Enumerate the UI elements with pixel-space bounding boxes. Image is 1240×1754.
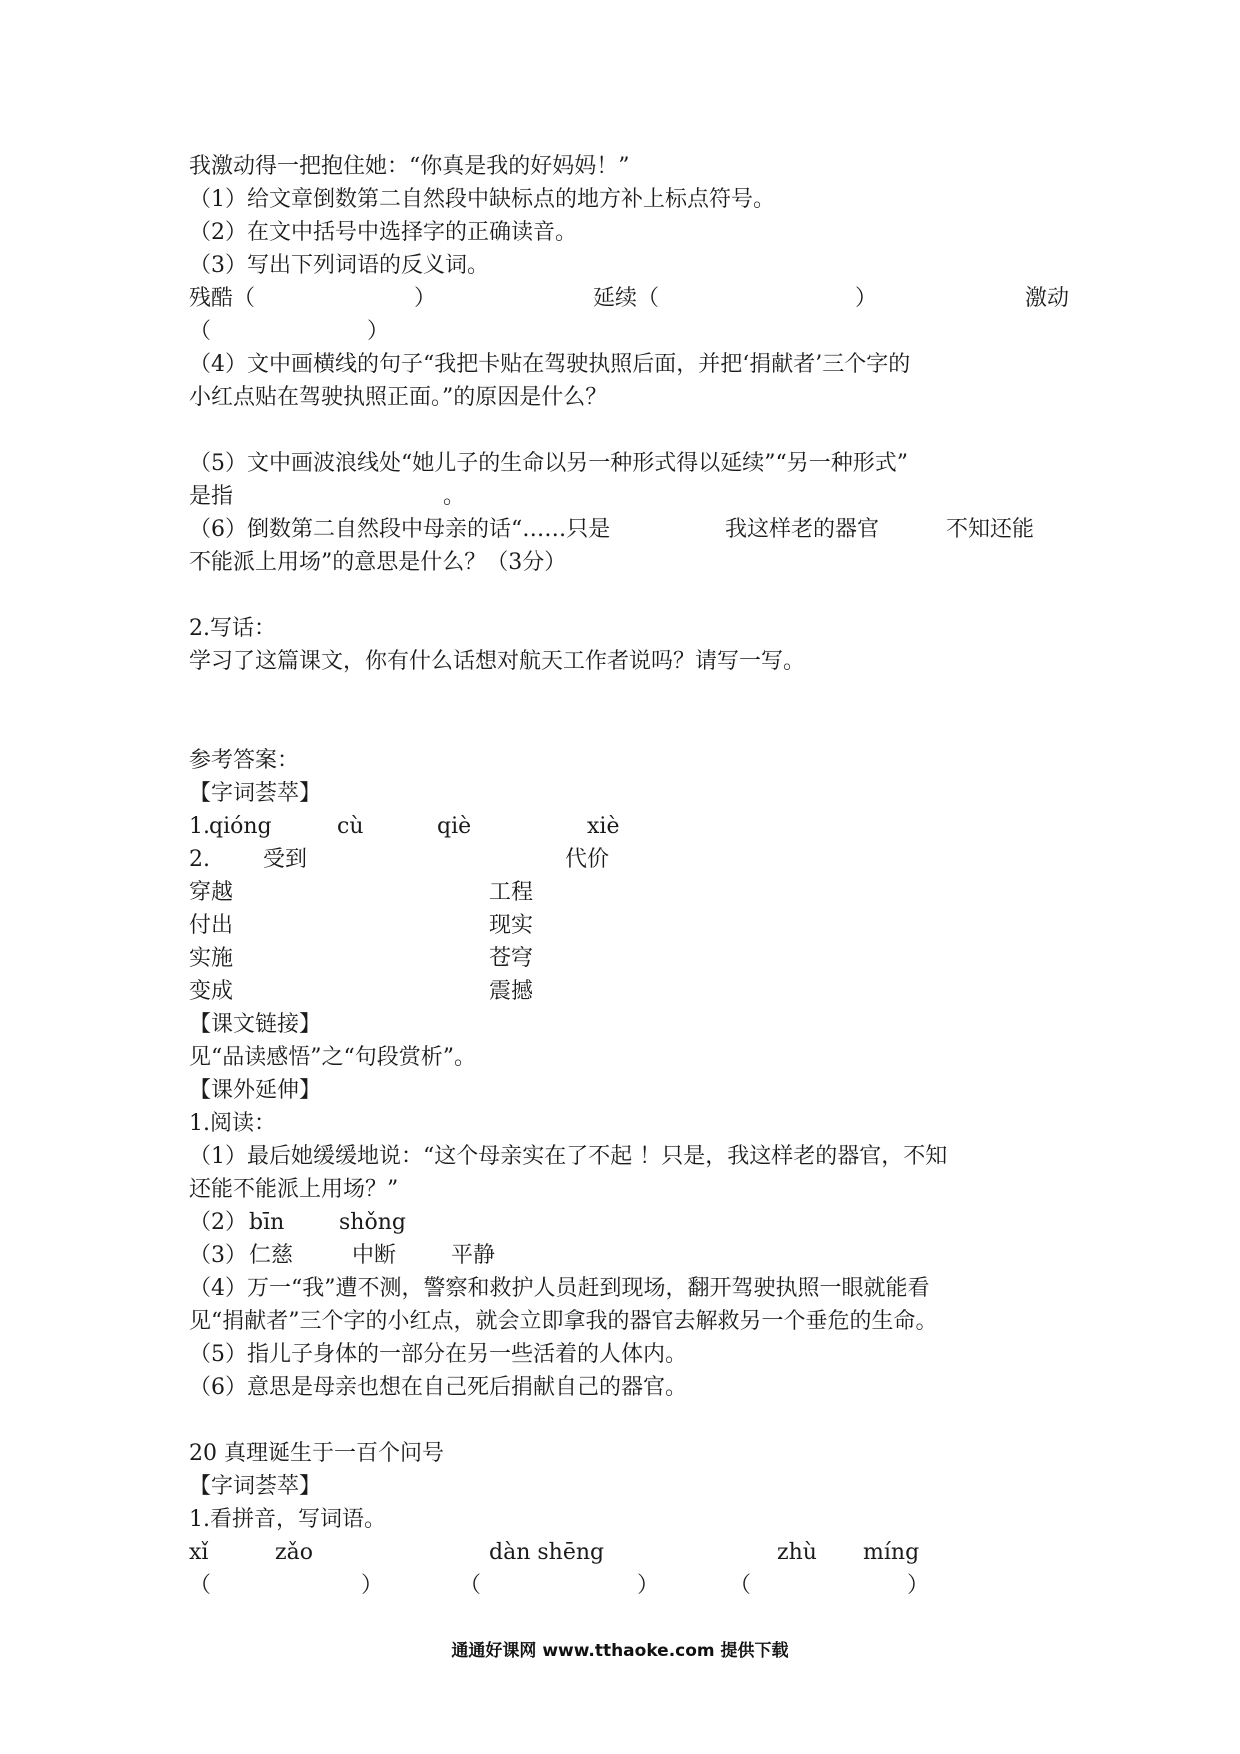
answers-title: 参考答案：	[189, 748, 300, 773]
reading-answer-6: （6）意思是母亲也想在自己死后捐献自己的器官。	[189, 1375, 687, 1400]
section-heading: 【课文链接】	[189, 1012, 322, 1037]
answer-1-pinyin: 1. qióng cù qiè xiè	[189, 814, 620, 839]
pinyin-row: xǐ zǎo dàn shēng zhù míng	[189, 1540, 920, 1565]
answer-2-row: 实施 苍穹	[189, 946, 534, 971]
antonym-row	[189, 282, 1069, 315]
answer-2-row: 付出 现实	[189, 913, 534, 938]
question-6-line-2: 不能派上用场”的意思是什么？（3分）	[189, 550, 567, 575]
reading-answer-1-line-2: 还能不能派上用场？”	[189, 1177, 399, 1202]
reading-answer-5: （5）指儿子身体的一部分在另一些活着的人体内。	[189, 1342, 687, 1367]
reading-answer-4-line-2: 见“捐献者”三个字的小红点，就会立即拿我的器官去解救另一个垂危的生命。	[189, 1309, 938, 1334]
section-heading: 【字词荟萃】	[189, 1474, 322, 1499]
link-answer: 见“品读感悟”之“句段赏析”。	[189, 1045, 476, 1070]
section-heading: 【课外延伸】	[189, 1078, 322, 1103]
question-5-line-2: 是指 。	[189, 484, 466, 509]
reading-answer-3: （3） 仁慈 中断 平静	[189, 1243, 496, 1268]
question-6-line-1: （6）倒数第二自然段中母亲的话“……只是 我这样老的器官 不知还能	[189, 517, 1035, 542]
question-1: （1）给文章倒数第二自然段中缺标点的地方补上标点符号。	[189, 187, 775, 212]
bracket-row: （ ） （ ） （ ）	[189, 1573, 930, 1598]
reading-answer-2: （2） bīn shǒng	[189, 1210, 406, 1235]
question-3: （3）写出下列词语的反义词。	[189, 253, 489, 278]
antonym-word-1: 残酷（	[189, 286, 256, 311]
writing-title: 2.写话：	[189, 616, 276, 641]
document-page	[189, 150, 1069, 1602]
footer-watermark: 通通好课网 www.tthaoke.com 提供下载	[451, 1641, 789, 1661]
antonym-word-2: 延续（	[593, 286, 660, 311]
lesson-task: 1.看拼音，写词语。	[189, 1507, 386, 1532]
answer-2-row: 2. 受到 代价	[189, 847, 610, 872]
question-4-line-1: （4）文中画横线的句子“我把卡贴在驾驶执照后面，并把‘捐献者’三个字的	[189, 352, 911, 377]
reading-answer-1-line-1: （1）最后她缓缓地说：“这个母亲实在了不起 ！只是，我这样老的器官，不知	[189, 1144, 948, 1169]
reading-answer-4-line-1: （4）万一“我”遭不测，警察和救护人员赶到现场，翻开驾驶执照一眼就能看	[189, 1276, 930, 1301]
bracket-open: （	[189, 319, 212, 344]
bracket-close: ）	[414, 286, 437, 311]
answer-2-row: 变成 震撼	[189, 979, 534, 1004]
antonym-word-3: 激动	[1025, 286, 1070, 311]
story-last-line: 我激动得一把抱住她：“你真是我的好妈妈！”	[189, 154, 630, 179]
bracket-close: ）	[855, 286, 878, 311]
section-heading: 【字词荟萃】	[189, 781, 322, 806]
question-2: （2）在文中括号中选择字的正确读音。	[189, 220, 577, 245]
bracket-close: ）	[367, 319, 390, 344]
lesson-title: 20 真理诞生于一百个问号	[189, 1441, 444, 1466]
answer-2-row: 穿越 工程	[189, 880, 534, 905]
reading-title: 1.阅读：	[189, 1111, 276, 1136]
antonym-row-2	[189, 315, 1069, 348]
question-5-line-1: （5）文中画波浪线处“她儿子的生命以另一种形式得以延续”“另一种形式”	[189, 451, 908, 476]
question-4-line-2: 小红点贴在驾驶执照正面。”的原因是什么？	[189, 385, 608, 410]
writing-prompt: 学习了这篇课文，你有什么话想对航天工作者说吗？请写一写。	[189, 649, 806, 674]
